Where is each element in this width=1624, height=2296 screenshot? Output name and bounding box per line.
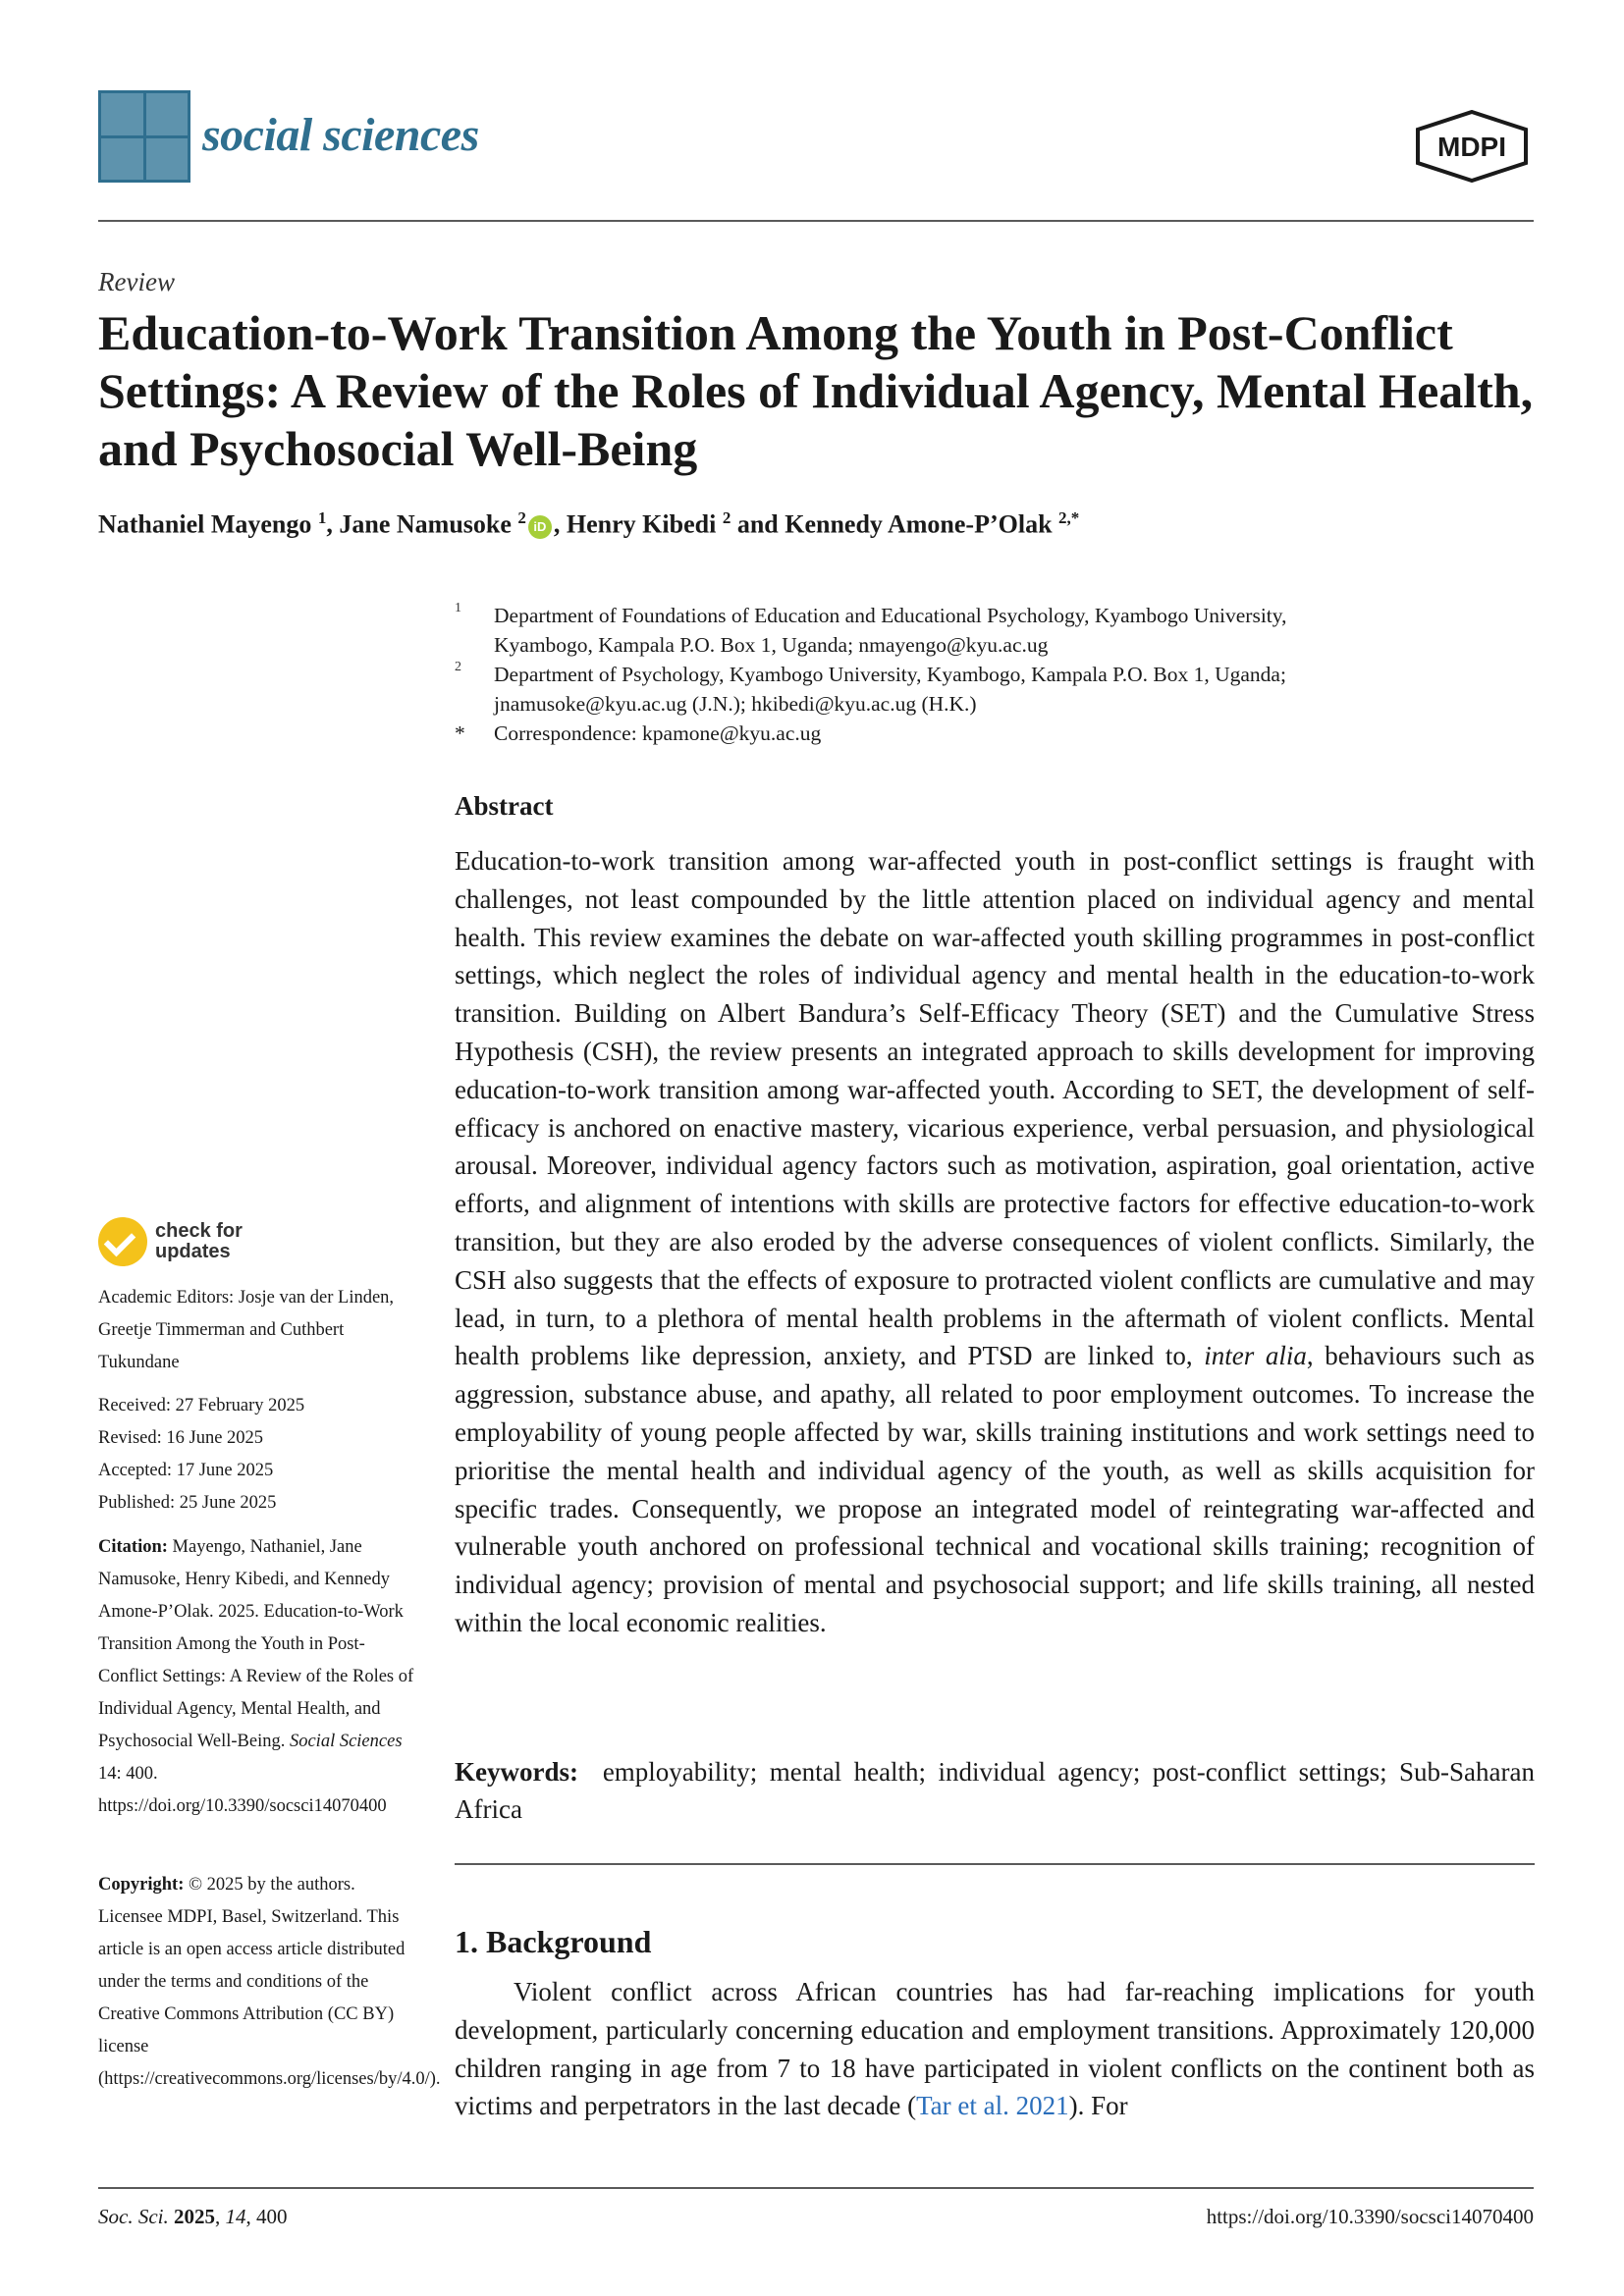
author-affiliation-mark: 2: [722, 508, 731, 527]
keywords-label: Keywords:: [455, 1757, 578, 1787]
body-part: ). For: [1068, 2091, 1128, 2121]
date-received: Received: 27 February 2025: [98, 1396, 305, 1415]
orcid-icon[interactable]: iD: [528, 515, 552, 539]
author-affiliation-mark: 2: [517, 508, 526, 527]
abstract-divider: [455, 1863, 1535, 1865]
author-separator: ,: [553, 509, 567, 539]
author-separator: ,: [326, 509, 340, 539]
academic-editors: Academic Editors: Josje van der Linden, Greetje Timmerman and Cuthbert Tukundane: [98, 1288, 395, 1372]
article-title: Education-to-Work Transition Among the Youth in Post-Conflict Settings: A Review of the Roles of Individual Agency, Mental Health, and Psychosocial Well-Being: [98, 305, 1534, 476]
citation-label: Citation:: [98, 1537, 168, 1557]
footer-journal: Soc. Sci.: [98, 2205, 169, 2228]
check-for-updates-button[interactable]: [98, 1217, 243, 1266]
author-name[interactable]: Henry Kibedi: [566, 509, 717, 539]
check-icon: [98, 1217, 147, 1266]
section-heading: 1. Background: [455, 1924, 652, 1959]
author-affiliation-mark: 2,*: [1058, 508, 1080, 527]
author-name[interactable]: Jane Namusoke: [339, 509, 512, 539]
copyright-text: © 2025 by the authors. Licensee MDPI, Basel, Switzerland. This article is an open access article distributed under the terms and conditions of the Creative Commons Attribution (CC BY) license (https://creativecommons.org/licenses/by/4.0/).: [98, 1875, 441, 2089]
author-list: [98, 508, 1079, 540]
affiliation-line: jnamusoke@kyu.ac.ug (J.N.); hkibedi@kyu.ac.ug (H.K.): [494, 692, 977, 716]
affiliation-line: Department of Psychology, Kyambogo University, Kyambogo, Kampala P.O. Box 1, Uganda;: [494, 663, 1286, 686]
copyright-block: [98, 1869, 441, 2096]
footer-divider: [98, 2187, 1534, 2189]
citation-text: Mayengo, Nathaniel, Jane Namusoke, Henry Kibedi, and Kennedy Amone-P’Olak. 2025. Education-to-Work Transition Among the Youth in Post-Conflict Settings: A Review of the Roles of Individual Agency, Mental Health, and Psychosocial Well-Being.: [98, 1537, 414, 1751]
check-for-updates-label: [155, 1221, 243, 1262]
mdpi-logo-text: MDPI: [1437, 132, 1506, 162]
abstract-text: [455, 842, 1535, 1642]
check-line: check for: [155, 1220, 243, 1242]
author-separator: and: [731, 509, 785, 539]
affiliation-mark: *: [455, 721, 465, 745]
correspondence-line: Correspondence: kpamone@kyu.ac.ug: [494, 721, 822, 745]
author-name[interactable]: Nathaniel Mayengo: [98, 509, 312, 539]
citation-block: [98, 1531, 418, 1823]
citation-link[interactable]: Tar et al. 2021: [916, 2091, 1069, 2121]
journal-logo-icon: [98, 90, 190, 183]
author-affiliation-mark: 1: [317, 508, 327, 527]
journal-name: social sciences: [202, 109, 479, 161]
abstract-part: Education-to-work transition among war-affected youth in post-conflict settings is fraught with challenges, not least compounded by the little attention placed on individual agency and mental health. This review examines the debate on war-affected youth skilling programmes in post-conflict settings, which neglect the roles of individual agency and mental health in the education-to-work transition. Building on Albert Bandura’s Self-Efficacy Theory (SET) and the Cumulative Stress Hypothesis (CSH), the review presents an integrated approach to skills development for improving education-to-work transition among war-affected youth. According to SET, the development of self-efficacy is anchored on enactive mastery, vicarious experience, verbal persuasion, and physiological arousal. Moreover, individual agency factors such as motivation, aspiration, goal orientation, active efforts, and alignment of intentions with skills are protective factors for effective education-to-work transition, but they are also eroded by the adverse consequences of violent conflicts. Similarly, the CSH also suggests that the effects of exposure to protracted violent conflicts are cumulative and may lead, in turn, to a plethora of mental health problems in the aftermath of violent conflicts. Mental health problems like depression, anxiety, and PTSD are linked to,: [455, 846, 1535, 1371]
footer-volume: 14: [225, 2205, 246, 2228]
date-revised: Revised: 16 June 2025: [98, 1428, 264, 1448]
citation-doi[interactable]: 14: 400. https://doi.org/10.3390/socsci14070400: [98, 1764, 387, 1816]
abstract-part: , behaviours such as aggression, substance abuse, and apathy, all related to poor employment outcomes. To increase the employability of young people affected by war, skills training institutions and work settings need to prioritise the mental health and individual agency of the youth, as well as skills acquisition for specific trades. Consequently, we propose an integrated model of reintegrating war-affected and vulnerable youth anchored on professional technical and vocational skills training; recognition of individual agency; provision of mental and psychosocial support; and life skills training, all nested within the local economic realities.: [455, 1341, 1536, 1637]
body-paragraph: [455, 1973, 1535, 2125]
keywords-text: employability; mental health; individual agency; post-conflict settings; Sub-Saharan Africa: [455, 1757, 1535, 1824]
copyright-label: Copyright:: [98, 1875, 185, 1895]
affiliation-line: Kyambogo, Kampala P.O. Box 1, Uganda; nmayengo@kyu.ac.ug: [494, 633, 1049, 657]
mdpi-logo-icon: [1412, 110, 1532, 183]
author-name[interactable]: Kennedy Amone-P’Olak: [785, 509, 1053, 539]
body-part: Violent conflict across African countries has had far-reaching implications for youth development, particularly concerning education and employment transitions. Approximately 120,000 children ranging in age from 7 to 18 have participated in violent conflicts on the continent both as victims and perpetrators in the last decade (: [455, 1977, 1535, 2121]
affiliation-mark: 1: [455, 601, 461, 615]
header-divider: [98, 220, 1534, 222]
footer-doi-link[interactable]: https://doi.org/10.3390/socsci14070400: [1206, 2205, 1534, 2228]
abstract-heading: Abstract: [455, 791, 554, 821]
abstract-italic: inter alia: [1204, 1341, 1307, 1371]
affiliation-line: Department of Foundations of Education and Educational Psychology, Kyambogo University,: [494, 604, 1287, 627]
footer-year: 2025: [173, 2205, 215, 2228]
date-published: Published: 25 June 2025: [98, 1493, 277, 1513]
footer-article: , 400: [245, 2205, 288, 2228]
check-line: updates: [155, 1241, 231, 1262]
keywords: [455, 1753, 1535, 1828]
affiliation-mark: 2: [455, 660, 461, 674]
footer-citation: Soc. Sci. 2025, 14, 400: [98, 2205, 288, 2228]
citation-journal: Social Sciences: [289, 1732, 403, 1751]
date-accepted: Accepted: 17 June 2025: [98, 1461, 274, 1480]
article-type: Review: [98, 267, 175, 296]
